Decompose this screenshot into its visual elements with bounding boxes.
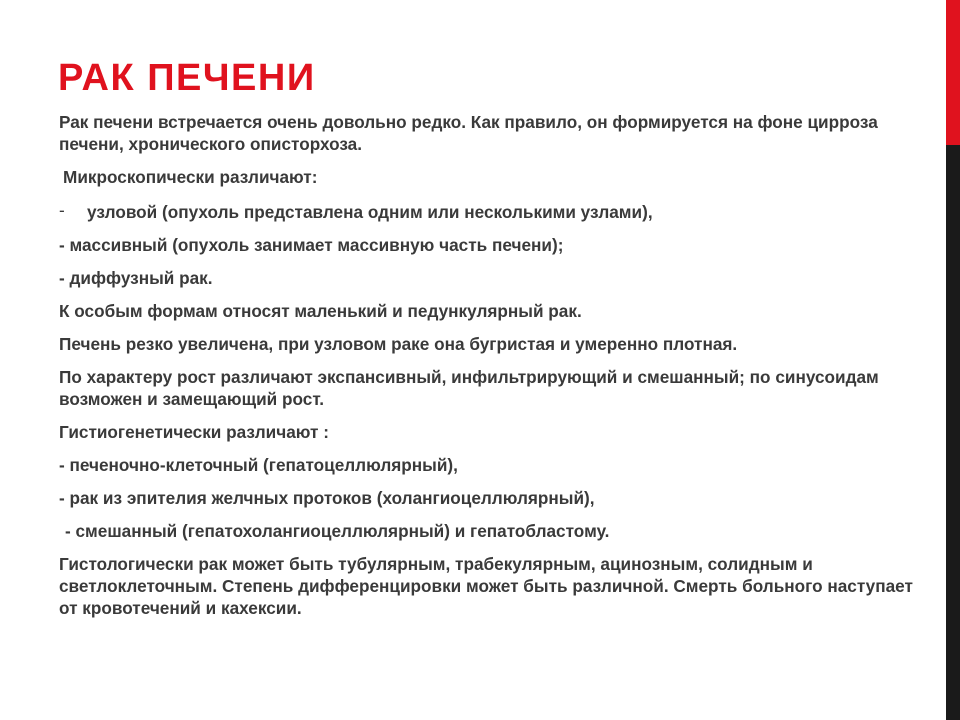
list-item-cholangiocellular: - рак из эпителия желчных протоков (холангиоцеллюлярный), <box>59 488 595 508</box>
slide-body <box>59 111 929 630</box>
slide-title: РАК ПЕЧЕНИ <box>58 57 316 99</box>
list-item-hepatocellular: - печеночно-клеточный (гепатоцеллюлярный), <box>59 455 458 475</box>
list-item-massive: - массивный (опухоль занимает массивную часть печени); <box>59 235 564 255</box>
bullet-dash: - <box>59 200 65 220</box>
paragraph-intro: Рак печени встречается очень довольно редко. Как правило, он формируется на фоне цирроза печени, хронического описторхоза. <box>59 112 878 154</box>
paragraph-growth-types: По характеру рост различают экспансивный, инфильтрирующий и смешанный; по синусоидам возможен и замещающий рост. <box>59 367 879 409</box>
list-item-nodular-text: узловой (опухоль представлена одним или несколькими узлами), <box>87 202 653 222</box>
paragraph-histogenetic-heading: Гистиогенетически различают : <box>59 422 329 442</box>
paragraph-liver-enlarged: Печень резко увеличена, при узловом раке она бугристая и умеренно плотная. <box>59 334 738 354</box>
list-item-nodular <box>59 199 929 223</box>
paragraph-histological: Гистологически рак может быть тубулярным, трабекулярным, ацинозным, солидным и светлоклеточным. Степень дифференцировки может быть различной. Смерть больного наступает от кровотечений и кахексии. <box>59 554 913 618</box>
list-item-mixed: - смешанный (гепатохолангиоцеллюлярный) и гепатобластому. <box>65 521 610 541</box>
accent-bar-red <box>946 0 960 145</box>
paragraph-microscopic-heading: Микроскопически различают: <box>63 167 318 187</box>
accent-bar-dark <box>946 145 960 720</box>
list-item-diffuse: - диффузный рак. <box>59 268 213 288</box>
paragraph-special-forms: К особым формам относят маленький и педункулярный рак. <box>59 301 582 321</box>
